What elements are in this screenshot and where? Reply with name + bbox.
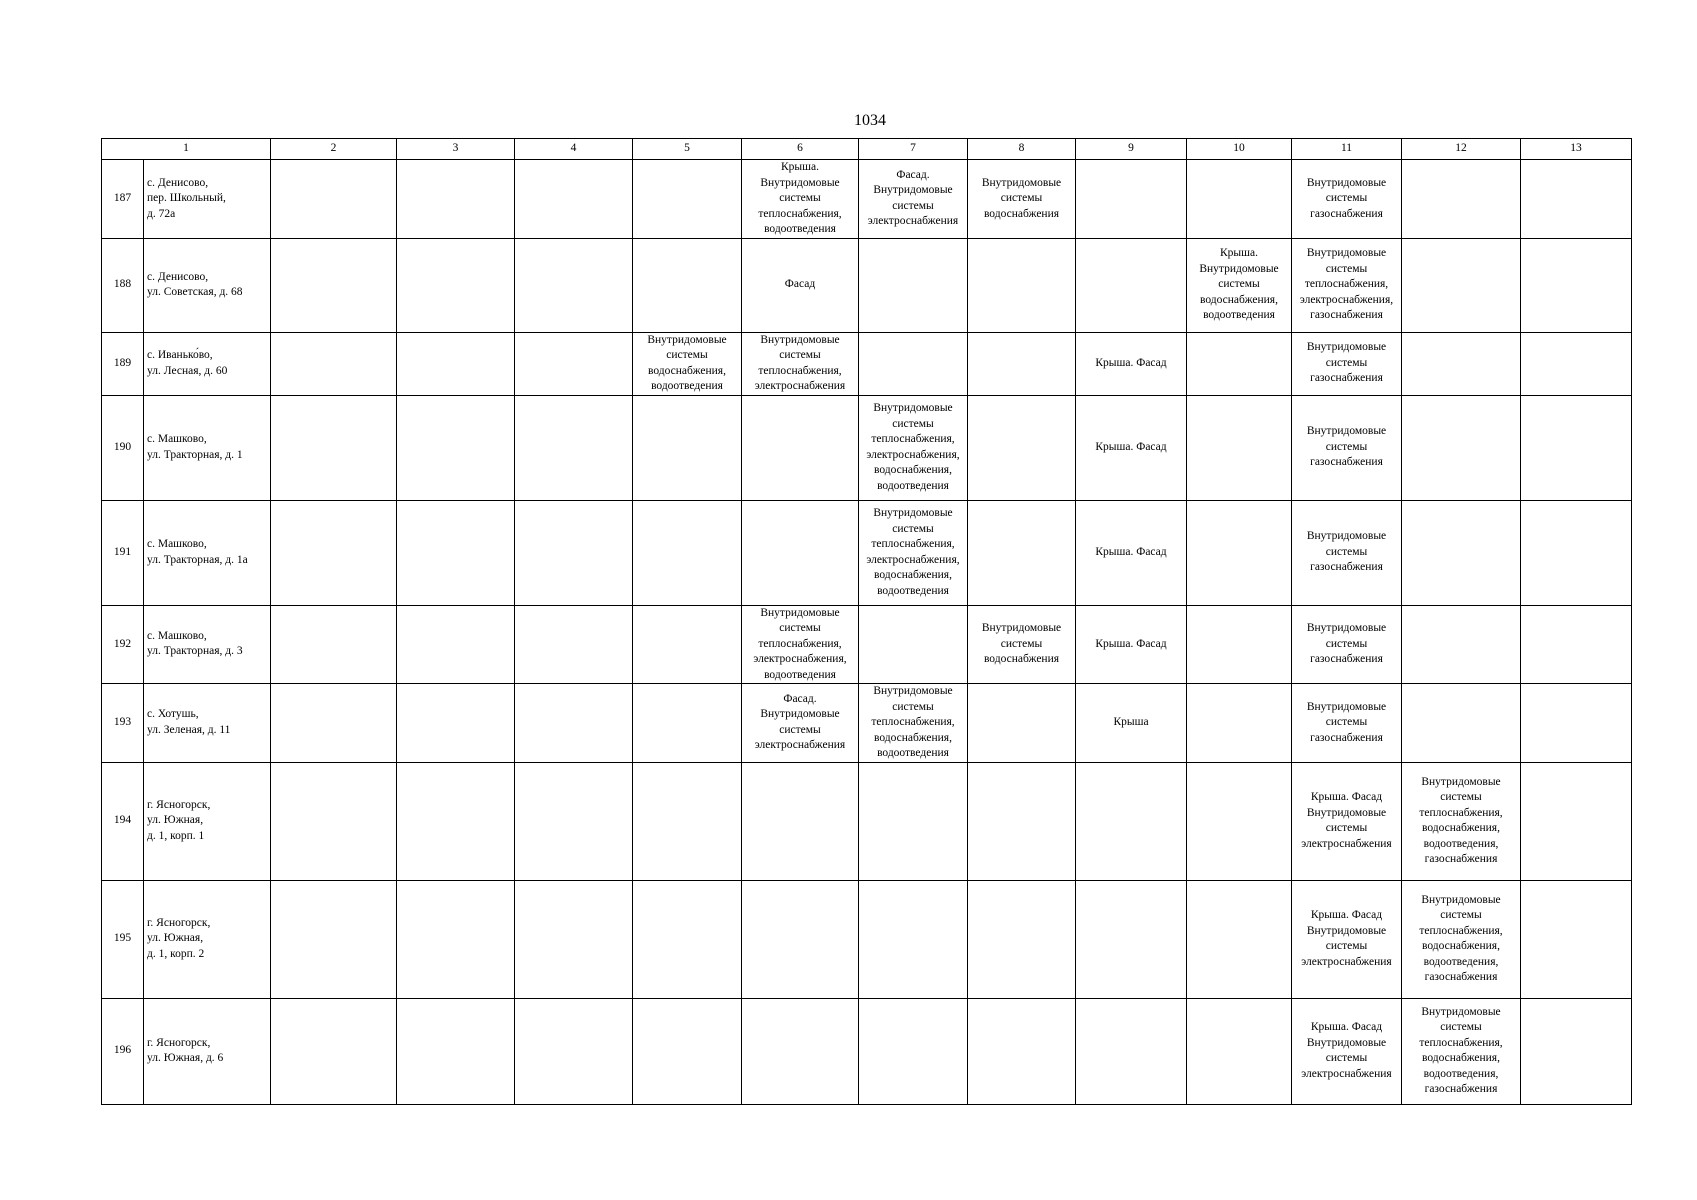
work-text: Внутридомовые системы теплоснабжения, водоснабжения, водоотведения	[871, 685, 955, 759]
table-row	[102, 238, 1632, 332]
work-text: Внутридомовые системы теплоснабжения, водоснабжения, водоотведения, газоснабжения	[1419, 1005, 1503, 1095]
address-text: с. Машково, ул. Тракторная, д. 1а	[147, 538, 248, 566]
column-header: 7	[859, 139, 968, 160]
column-header: 4	[515, 139, 633, 160]
work-cell-col-9	[1076, 160, 1187, 239]
work-text: Внутридомовые системы газоснабжения	[1306, 622, 1387, 665]
work-cell-col-9	[1076, 880, 1187, 998]
row-number: 190	[102, 395, 144, 500]
work-cell-col-4	[515, 880, 633, 998]
address-text: с. Денисово, ул. Советская, д. 68	[147, 270, 243, 298]
work-cell-col-13	[1521, 998, 1632, 1104]
work-cell-col-10	[1187, 500, 1292, 605]
work-cell-col-12	[1402, 395, 1521, 500]
work-text: Внутридомовые системы теплоснабжения, электроснабжения, водоотведения	[753, 606, 847, 681]
work-cell-col-12	[1402, 684, 1521, 763]
work-text: Крыша. Фасад	[1095, 356, 1167, 369]
work-cell-col-9	[1076, 238, 1187, 332]
work-cell-col-13	[1521, 880, 1632, 998]
column-header: 13	[1521, 139, 1632, 160]
work-cell-col-5	[633, 880, 742, 998]
work-cell-col-7	[859, 880, 968, 998]
work-text: Крыша. Фасад Внутридомовые системы электроснабжения	[1301, 1021, 1392, 1080]
work-cell-col-6	[742, 238, 859, 332]
work-cell-col-3	[397, 395, 515, 500]
work-cell-col-13	[1521, 762, 1632, 880]
work-cell-col-3	[397, 880, 515, 998]
work-text: Внутридомовые системы водоснабжения	[981, 176, 1062, 220]
row-number: 187	[102, 160, 144, 239]
work-cell-col-5	[633, 395, 742, 500]
work-cell-col-5	[633, 500, 742, 605]
table-row	[102, 395, 1632, 500]
work-cell-col-11	[1292, 762, 1402, 880]
work-cell-col-9	[1076, 332, 1187, 395]
work-cell-col-6	[742, 684, 859, 763]
work-cell-col-2	[271, 160, 397, 239]
work-cell-col-10	[1187, 605, 1292, 684]
row-number: 191	[102, 500, 144, 605]
work-cell-col-7	[859, 684, 968, 763]
column-header: 8	[968, 139, 1076, 160]
address-text: с. Иванько́во, ул. Лесная, д. 60	[147, 349, 228, 377]
work-text: Крыша. Фасад Внутридомовые системы электроснабжения	[1301, 909, 1392, 968]
work-cell-col-4	[515, 238, 633, 332]
work-cell-col-3	[397, 998, 515, 1104]
address-cell	[144, 762, 271, 880]
row-number: 189	[102, 332, 144, 395]
work-cell-col-8	[968, 238, 1076, 332]
work-cell-col-9	[1076, 395, 1187, 500]
work-text: Фасад	[784, 278, 816, 291]
work-text: Фасад. Внутридомовые системы электроснабжения	[754, 692, 846, 752]
work-text: Крыша. Внутридомовые системы теплоснабжения, водоотведения	[758, 161, 842, 235]
work-cell-col-8	[968, 684, 1076, 763]
column-header: 6	[742, 139, 859, 160]
work-cell-col-4	[515, 395, 633, 500]
work-cell-col-11	[1292, 998, 1402, 1104]
address-cell	[144, 998, 271, 1104]
work-cell-col-12	[1402, 605, 1521, 684]
work-cell-col-4	[515, 332, 633, 395]
address-cell	[144, 500, 271, 605]
address-text: с. Денисово, пер. Школьный, д. 72а	[147, 176, 226, 220]
work-cell-col-12	[1402, 500, 1521, 605]
work-cell-col-10	[1187, 238, 1292, 332]
address-text: г. Ясногорск, ул. Южная, д. 1, корп. 1	[147, 798, 211, 842]
work-cell-col-11	[1292, 880, 1402, 998]
work-cell-col-10	[1187, 160, 1292, 239]
address-cell	[144, 880, 271, 998]
work-cell-col-8	[968, 395, 1076, 500]
work-cell-col-6	[742, 395, 859, 500]
work-text: Внутридомовые системы водоснабжения	[981, 622, 1062, 665]
work-cell-col-6	[742, 332, 859, 395]
table-row	[102, 332, 1632, 395]
work-text: Внутридомовые системы теплоснабжения, электроснабжения, водоснабжения, водоотведения	[866, 507, 960, 597]
address-cell	[144, 395, 271, 500]
work-cell-col-11	[1292, 684, 1402, 763]
address-cell	[144, 238, 271, 332]
work-cell-col-6	[742, 998, 859, 1104]
work-cell-col-3	[397, 684, 515, 763]
work-text: Внутридомовые системы газоснабжения	[1306, 700, 1387, 744]
work-cell-col-8	[968, 332, 1076, 395]
page-number: 1034	[854, 112, 886, 129]
work-cell-col-5	[633, 605, 742, 684]
work-cell-col-3	[397, 762, 515, 880]
work-cell-col-4	[515, 500, 633, 605]
work-cell-col-12	[1402, 762, 1521, 880]
work-cell-col-12	[1402, 998, 1521, 1104]
work-cell-col-2	[271, 238, 397, 332]
address-cell	[144, 684, 271, 763]
work-cell-col-3	[397, 332, 515, 395]
address-text: г. Ясногорск, ул. Южная, д. 1, корп. 2	[147, 916, 211, 960]
work-cell-col-3	[397, 500, 515, 605]
row-number: 195	[102, 880, 144, 998]
work-text: Крыша. Фасад	[1095, 440, 1167, 453]
table-row	[102, 998, 1632, 1104]
work-cell-col-5	[633, 762, 742, 880]
work-cell-col-11	[1292, 395, 1402, 500]
work-text: Внутридомовые системы теплоснабжения, электроснабжения, газоснабжения	[1299, 247, 1394, 322]
work-cell-col-8	[968, 160, 1076, 239]
table-row	[102, 762, 1632, 880]
work-cell-col-10	[1187, 395, 1292, 500]
row-number: 194	[102, 762, 144, 880]
work-cell-col-7	[859, 238, 968, 332]
work-cell-col-8	[968, 762, 1076, 880]
work-text: Внутридомовые системы теплоснабжения, электроснабжения	[754, 333, 846, 392]
row-number: 196	[102, 998, 144, 1104]
work-cell-col-12	[1402, 332, 1521, 395]
work-text: Внутридомовые системы газоснабжения	[1306, 530, 1387, 574]
column-header: 11	[1292, 139, 1402, 160]
work-cell-col-13	[1521, 684, 1632, 763]
work-cell-col-6	[742, 605, 859, 684]
work-cell-col-12	[1402, 880, 1521, 998]
work-text: Крыша. Фасад	[1095, 545, 1167, 558]
table-row	[102, 684, 1632, 763]
table-row	[102, 500, 1632, 605]
work-cell-col-7	[859, 160, 968, 239]
work-cell-col-13	[1521, 160, 1632, 239]
work-cell-col-7	[859, 998, 968, 1104]
work-text: Внутридомовые системы газоснабжения	[1306, 176, 1387, 220]
work-cell-col-5	[633, 238, 742, 332]
work-cell-col-8	[968, 500, 1076, 605]
work-text: Внутридомовые системы газоснабжения	[1306, 425, 1387, 469]
work-text: Внутридомовые системы теплоснабжения, водоснабжения, водоотведения, газоснабжения	[1419, 775, 1503, 865]
table-row	[102, 605, 1632, 684]
work-cell-col-11	[1292, 238, 1402, 332]
work-text: Фасад. Внутридомовые системы электроснабжения	[867, 168, 959, 228]
address-text: с. Хотушь, ул. Зеленая, д. 11	[147, 708, 231, 736]
column-header: 9	[1076, 139, 1187, 160]
work-cell-col-3	[397, 160, 515, 239]
column-header: 10	[1187, 139, 1292, 160]
work-cell-col-13	[1521, 238, 1632, 332]
work-cell-col-7	[859, 762, 968, 880]
work-cell-col-12	[1402, 160, 1521, 239]
work-cell-col-7	[859, 500, 968, 605]
work-text: Крыша. Фасад Внутридомовые системы электроснабжения	[1301, 791, 1392, 850]
work-cell-col-4	[515, 998, 633, 1104]
address-cell	[144, 332, 271, 395]
work-cell-col-6	[742, 160, 859, 239]
address-text: с. Машково, ул. Тракторная, д. 1	[147, 433, 243, 461]
row-number: 188	[102, 238, 144, 332]
work-cell-col-2	[271, 762, 397, 880]
work-cell-col-2	[271, 395, 397, 500]
work-cell-col-13	[1521, 395, 1632, 500]
address-cell	[144, 605, 271, 684]
work-cell-col-12	[1402, 238, 1521, 332]
work-cell-col-9	[1076, 605, 1187, 684]
work-cell-col-9	[1076, 500, 1187, 605]
work-text: Крыша	[1113, 716, 1149, 728]
column-header: 3	[397, 139, 515, 160]
work-text: Внутридомовые системы теплоснабжения, электроснабжения, водоснабжения, водоотведения	[866, 402, 960, 492]
work-cell-col-9	[1076, 684, 1187, 763]
row-number: 192	[102, 605, 144, 684]
work-cell-col-5	[633, 684, 742, 763]
work-cell-col-11	[1292, 160, 1402, 239]
address-cell	[144, 160, 271, 239]
work-cell-col-8	[968, 998, 1076, 1104]
column-header: 5	[633, 139, 742, 160]
work-cell-col-11	[1292, 500, 1402, 605]
work-cell-col-8	[968, 605, 1076, 684]
work-cell-col-10	[1187, 998, 1292, 1104]
work-cell-col-5	[633, 160, 742, 239]
work-cell-col-11	[1292, 332, 1402, 395]
work-cell-col-7	[859, 332, 968, 395]
work-cell-col-9	[1076, 998, 1187, 1104]
work-cell-col-4	[515, 160, 633, 239]
work-cell-col-3	[397, 238, 515, 332]
work-cell-col-3	[397, 605, 515, 684]
address-text: с. Машково, ул. Тракторная, д. 3	[147, 629, 243, 658]
table-row	[102, 880, 1632, 998]
work-cell-col-10	[1187, 762, 1292, 880]
work-cell-col-13	[1521, 605, 1632, 684]
work-cell-col-6	[742, 500, 859, 605]
work-cell-col-4	[515, 684, 633, 763]
row-number: 193	[102, 684, 144, 763]
work-cell-col-6	[742, 880, 859, 998]
work-cell-col-4	[515, 605, 633, 684]
work-text: Внутридомовые системы теплоснабжения, водоснабжения, водоотведения, газоснабжения	[1419, 893, 1503, 983]
work-cell-col-10	[1187, 880, 1292, 998]
work-cell-col-4	[515, 762, 633, 880]
work-cell-col-2	[271, 605, 397, 684]
work-cell-col-2	[271, 880, 397, 998]
work-cell-col-2	[271, 332, 397, 395]
work-cell-col-11	[1292, 605, 1402, 684]
work-text: Крыша. Внутридомовые системы водоснабжения, водоотведения	[1199, 247, 1279, 322]
work-cell-col-2	[271, 998, 397, 1104]
repair-schedule-table	[101, 138, 1632, 1105]
work-cell-col-5	[633, 998, 742, 1104]
work-text: Внутридомовые системы газоснабжения	[1306, 341, 1387, 385]
work-text: Крыша. Фасад	[1095, 637, 1167, 650]
column-header-row	[102, 139, 1632, 160]
work-cell-col-9	[1076, 762, 1187, 880]
work-cell-col-7	[859, 395, 968, 500]
work-cell-col-8	[968, 880, 1076, 998]
work-cell-col-7	[859, 605, 968, 684]
work-cell-col-6	[742, 762, 859, 880]
work-cell-col-2	[271, 684, 397, 763]
work-cell-col-13	[1521, 500, 1632, 605]
column-header: 12	[1402, 139, 1521, 160]
address-text: г. Ясногорск, ул. Южная, д. 6	[147, 1036, 224, 1064]
work-text: Внутридомовые системы водоснабжения, водоотведения	[647, 333, 727, 392]
work-cell-col-13	[1521, 332, 1632, 395]
work-cell-col-10	[1187, 684, 1292, 763]
table-row	[102, 160, 1632, 239]
column-header: 2	[271, 139, 397, 160]
work-cell-col-2	[271, 500, 397, 605]
work-cell-col-5	[633, 332, 742, 395]
column-header: 1	[102, 139, 271, 160]
work-cell-col-10	[1187, 332, 1292, 395]
